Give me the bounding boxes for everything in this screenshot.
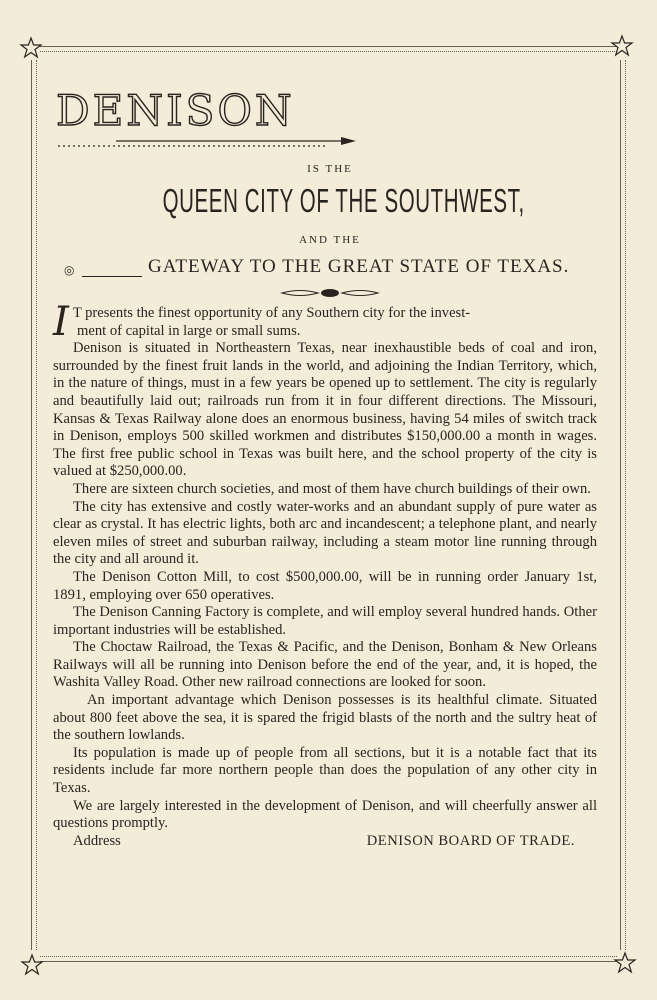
paragraph-text: T presents the finest opportunity of any Southern city for the invest-: [72, 305, 471, 321]
border-right-dotted: [625, 60, 626, 950]
address-label: Address: [73, 832, 121, 849]
headline: QUEEN CITY OF THE SOUTHWEST,: [162, 182, 525, 219]
subheadline: GATEWAY TO THE GREAT STATE OF TEXAS.: [148, 256, 570, 277]
subheadline-rule: [82, 276, 142, 277]
signature: DENISON BOARD OF TRADE.: [366, 832, 575, 849]
border-bottom-dotted: [40, 956, 617, 957]
border-right: [620, 60, 621, 950]
subtitle-is-the: IS THE: [307, 163, 353, 175]
body-text: [53, 299, 597, 851]
page-title: DENISON: [56, 86, 295, 135]
subtitle-and-the: AND THE: [299, 234, 361, 246]
border-top: [40, 46, 617, 47]
paragraph: There are sixteen church societies, and most of them have church buildings of their own.: [73, 480, 591, 497]
paragraph: The Choctaw Railroad, the Texas & Pacific, and the Denison, Bonham & New Orleans Railways will all be running into Denison before the end of the year, and, it is hoped, the Washita Valley Road. Other new railroad connections are looked for soon.: [53, 639, 597, 691]
paragraph: Denison is situated in Northeastern Texas, near inexhaustible beds of coal and iron, surrounded by the finest fruit lands in the world, and adjoining the Indian Territory, which, in the nature of things, must in a few years be opened up to settlement. The city is regularly and beautifully laid out; railroads run from it in four different directions. The Missouri, Kansas & Texas Railway alone does an enormous business, having 54 miles of switch track in Denison, employs 500 skilled workmen and distributes $150,000.00 a month in wages. The first free public school in Texas was built here, and the school property of the city is valued at $250,000.00.: [53, 340, 597, 480]
paragraph: The city has extensive and costly water-works and an abundant supply of pure water as clear as crystal. It has electric lights, both arc and incandescent; a telephone plant, and nearly eleven miles of street and suburban railway, including a steam motor line running through the city and all around it.: [53, 498, 597, 568]
title-flourish: [56, 136, 376, 154]
star-icon: [19, 36, 43, 60]
paragraph: We are largely interested in the development of Denison, and will cheerfully answer all questions promptly.: [53, 797, 597, 832]
signature-row: [53, 833, 597, 851]
paragraph-text: ment of capital in large or small sums.: [77, 322, 301, 339]
paragraph: The Denison Canning Factory is complete, and will employ several hundred hands. Other important industries will be established.: [53, 604, 597, 638]
star-icon: [613, 951, 637, 975]
drop-cap: I: [53, 299, 69, 345]
border-top-dotted: [40, 51, 617, 52]
star-icon: [20, 953, 44, 977]
paragraph: Its population is made up of people from all sections, but it is a notable fact that its residents include far more northern people than does the population of any other city in Texas.: [53, 744, 597, 797]
ornament-divider: [280, 286, 380, 300]
star-icon: [610, 34, 634, 58]
border-bottom: [40, 961, 617, 962]
paragraph: An important advantage which Denison possesses is its healthful climate. Situated about 800 feet above the sea, it is spared the frigid blasts of the north and the sultry heat of the southern lowlands.: [53, 692, 597, 744]
paragraph: The Denison Cotton Mill, to cost $500,000.00, will be in running order January 1st, 1891, employing over 650 operatives.: [53, 568, 597, 603]
border-left: [31, 60, 32, 950]
bullet-icon: ◎: [64, 263, 75, 277]
paragraph: [53, 299, 597, 345]
border-left-dotted: [36, 60, 37, 950]
